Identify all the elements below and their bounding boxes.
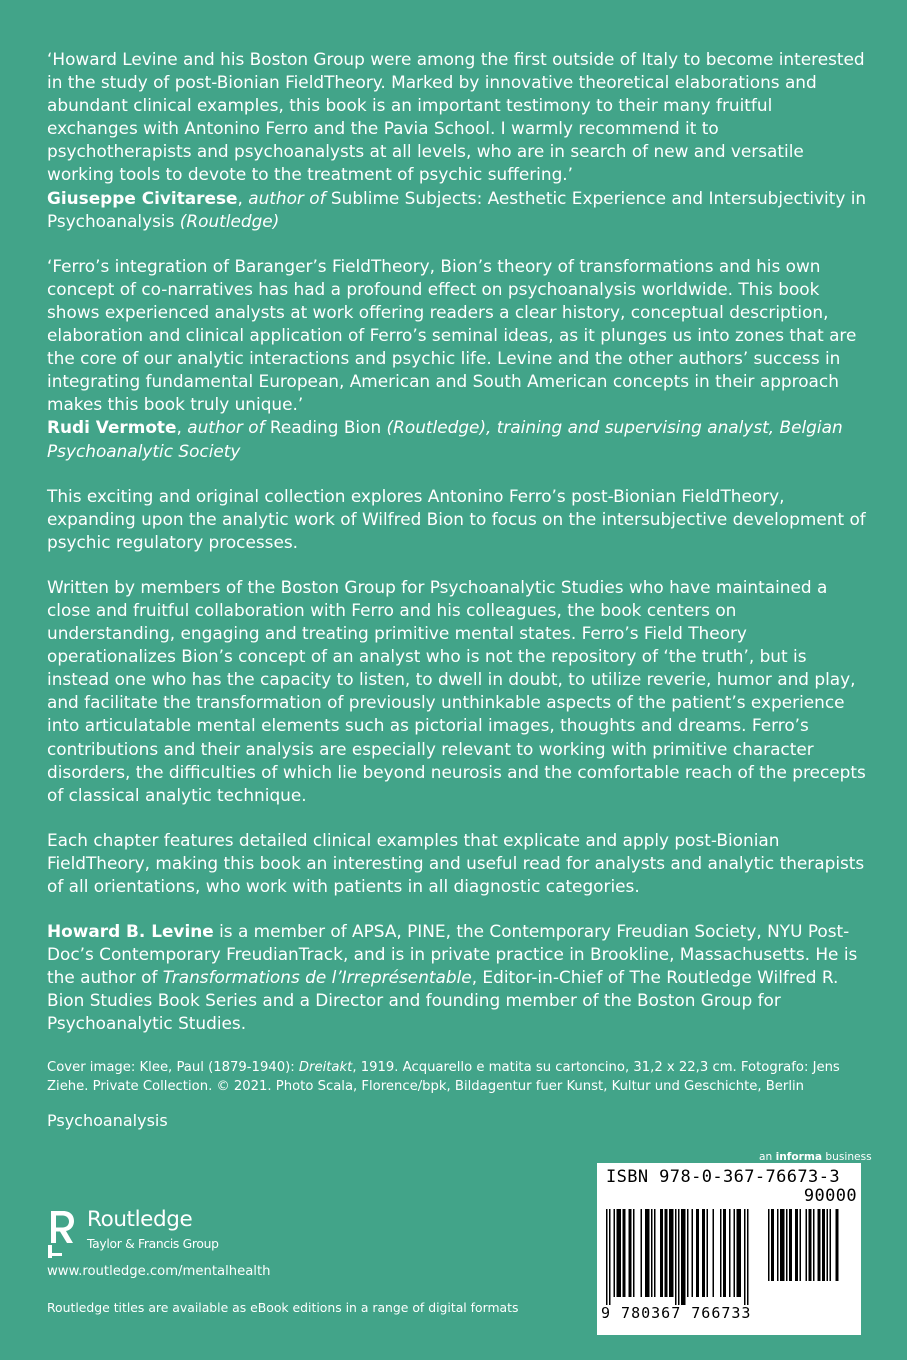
reviewer-publisher: (Routledge): [179, 210, 280, 231]
review-quote: ‘Ferro’s integration of Baranger’s FieldTheory, Bion’s theory of transformations and his own concept of co-narratives has had a profound effect on psychoanalysis worldwide. This book shows experienced analysts at work offering readers a clear history, conceptual description, elaboration and clinical application of Ferro’s seminal ideas, as it plunges us into zones that are the core of our analytic interactions and psychic life. Levine and the other authors’ success in integrating fundamental European, American and South American concepts in their approach makes this book truly unique.’: [47, 255, 857, 415]
description-paragraph: This exciting and original collection explores Antonino Ferro’s post-Bionian FieldTheory, expanding upon the analytic work of Wilfred Bion to focus on the intersubjective development of psychic regulatory processes.: [47, 485, 866, 552]
author-book-title: Transformations de l’Irreprésentable: [162, 967, 472, 988]
informa-tagline: an informa business: [759, 1151, 872, 1163]
reviewer-role: author of: [187, 417, 265, 438]
back-cover-text: [47, 48, 867, 1131]
artwork-title: Dreitakt: [298, 1059, 353, 1075]
routledge-r-icon: [47, 1209, 77, 1259]
publisher-name: Routledge: [87, 1207, 193, 1232]
ean-barcode-bars: [606, 1209, 762, 1305]
author-name: Howard B. Levine: [47, 921, 214, 942]
reviewer-work: Sublime Subjects: Aesthetic Experience and Intersubjectivity in Psychoanalysis: [47, 187, 867, 231]
reviewer-work: Reading Bion: [269, 417, 382, 438]
review-quote: ‘Howard Levine and his Boston Group were among the first outside of Italy to become interested in the study of post-Bionian FieldTheory. Marked by innovative theoretical elaborations and abundant clinical examples, this book is an important testimony to their many fruitful exchanges with Antonino Ferro and the Pavia School. I warmly recommend it to psychotherapists and psychoanalysts at all levels, who are in search of new and versatile working tools to devote to the treatment of psychic suffering.’: [47, 49, 865, 185]
reviewer-role: author of: [248, 187, 326, 208]
ean-digits: 9 780367 766733: [601, 1304, 752, 1322]
isbn-text: ISBN 978-0-367-76673-3: [606, 1167, 840, 1187]
isbn-barcode: [597, 1163, 861, 1335]
publisher-url[interactable]: www.routledge.com/mentalhealth: [47, 1264, 271, 1279]
reviewer-affiliation: (Routledge), training and supervising analyst, Belgian Psychoanalytic Society: [47, 417, 843, 461]
review-civitarese: [47, 48, 867, 233]
ebook-note: Routledge titles are available as eBook editions in a range of digital formats: [47, 1300, 519, 1315]
cover-image-credit: Cover image: Klee, Paul (1879-1940): Dreitakt, 1919. Acquarello e matita su cartoncino, 31,2 x 22,3 cm. Fotografo: Jens Ziehe. Private Collection. © 2021. Photo Scala, Florence/bpk, Bildagentur fuer Kunst, Kultur und Geschichte, Berlin: [47, 1059, 840, 1095]
author-bio: Howard B. Levine is a member of APSA, PINE, the Contemporary Freudian Society, NYU Post-Doc’s Contemporary FreudianTrack, and is in private practice in Brookline, Massachusetts. He is the author of Transformations de l’Irreprésentable, Editor-in-Chief of The Routledge Wilfred R. Bion Studies Book Series and a Director and founding member of the Boston Group for Psychoanalytic Studies.: [47, 921, 858, 1034]
reviewer-name: Giuseppe Civitarese: [47, 187, 238, 208]
subject-category: Psychoanalysis: [47, 1110, 168, 1130]
price-code: 90000: [803, 1186, 857, 1206]
review-attribution: Rudi Vermote, author of Reading Bion (Routledge), training and supervising analyst, Belgian Psychoanalytic Society: [47, 417, 843, 461]
routledge-logo: [47, 1209, 267, 1259]
publisher-group: Taylor & Francis Group: [87, 1237, 219, 1251]
reviewer-name: Rudi Vermote: [47, 417, 177, 438]
description-paragraph: Written by members of the Boston Group for Psychoanalytic Studies who have maintained a close and fruitful collaboration with Ferro and his colleagues, the book centers on understanding, engaging and treating primitive mental states. Ferro’s Field Theory operationalizes Bion’s concept of an analyst who is not the repository of ‘the truth’, but is instead one who has the capacity to listen, to dwell in doubt, to utilize reverie, humor and play, and facilitate the transformation of previously unthinkable aspects of the patient’s experience into articulatable mental elements such as pictorial images, thoughts and dreams. Ferro’s contributions and their analysis are especially relevant to working with primitive character disorders, the difficulties of which lie beyond neurosis and the comfortable reach of the precepts of classical analytic technique.: [47, 576, 866, 805]
review-vermote: [47, 255, 867, 463]
description-paragraph: Each chapter features detailed clinical examples that explicate and apply post-Bionian FieldTheory, making this book an interesting and useful read for analysts and analytic therapists of all orientations, who work with patients in all diagnostic categories.: [47, 829, 865, 896]
addon-barcode-bars: [768, 1209, 854, 1289]
review-attribution: Giuseppe Civitarese, author of Sublime Subjects: Aesthetic Experience and Intersubjectivity in Psychoanalysis (Routledge): [47, 187, 867, 231]
